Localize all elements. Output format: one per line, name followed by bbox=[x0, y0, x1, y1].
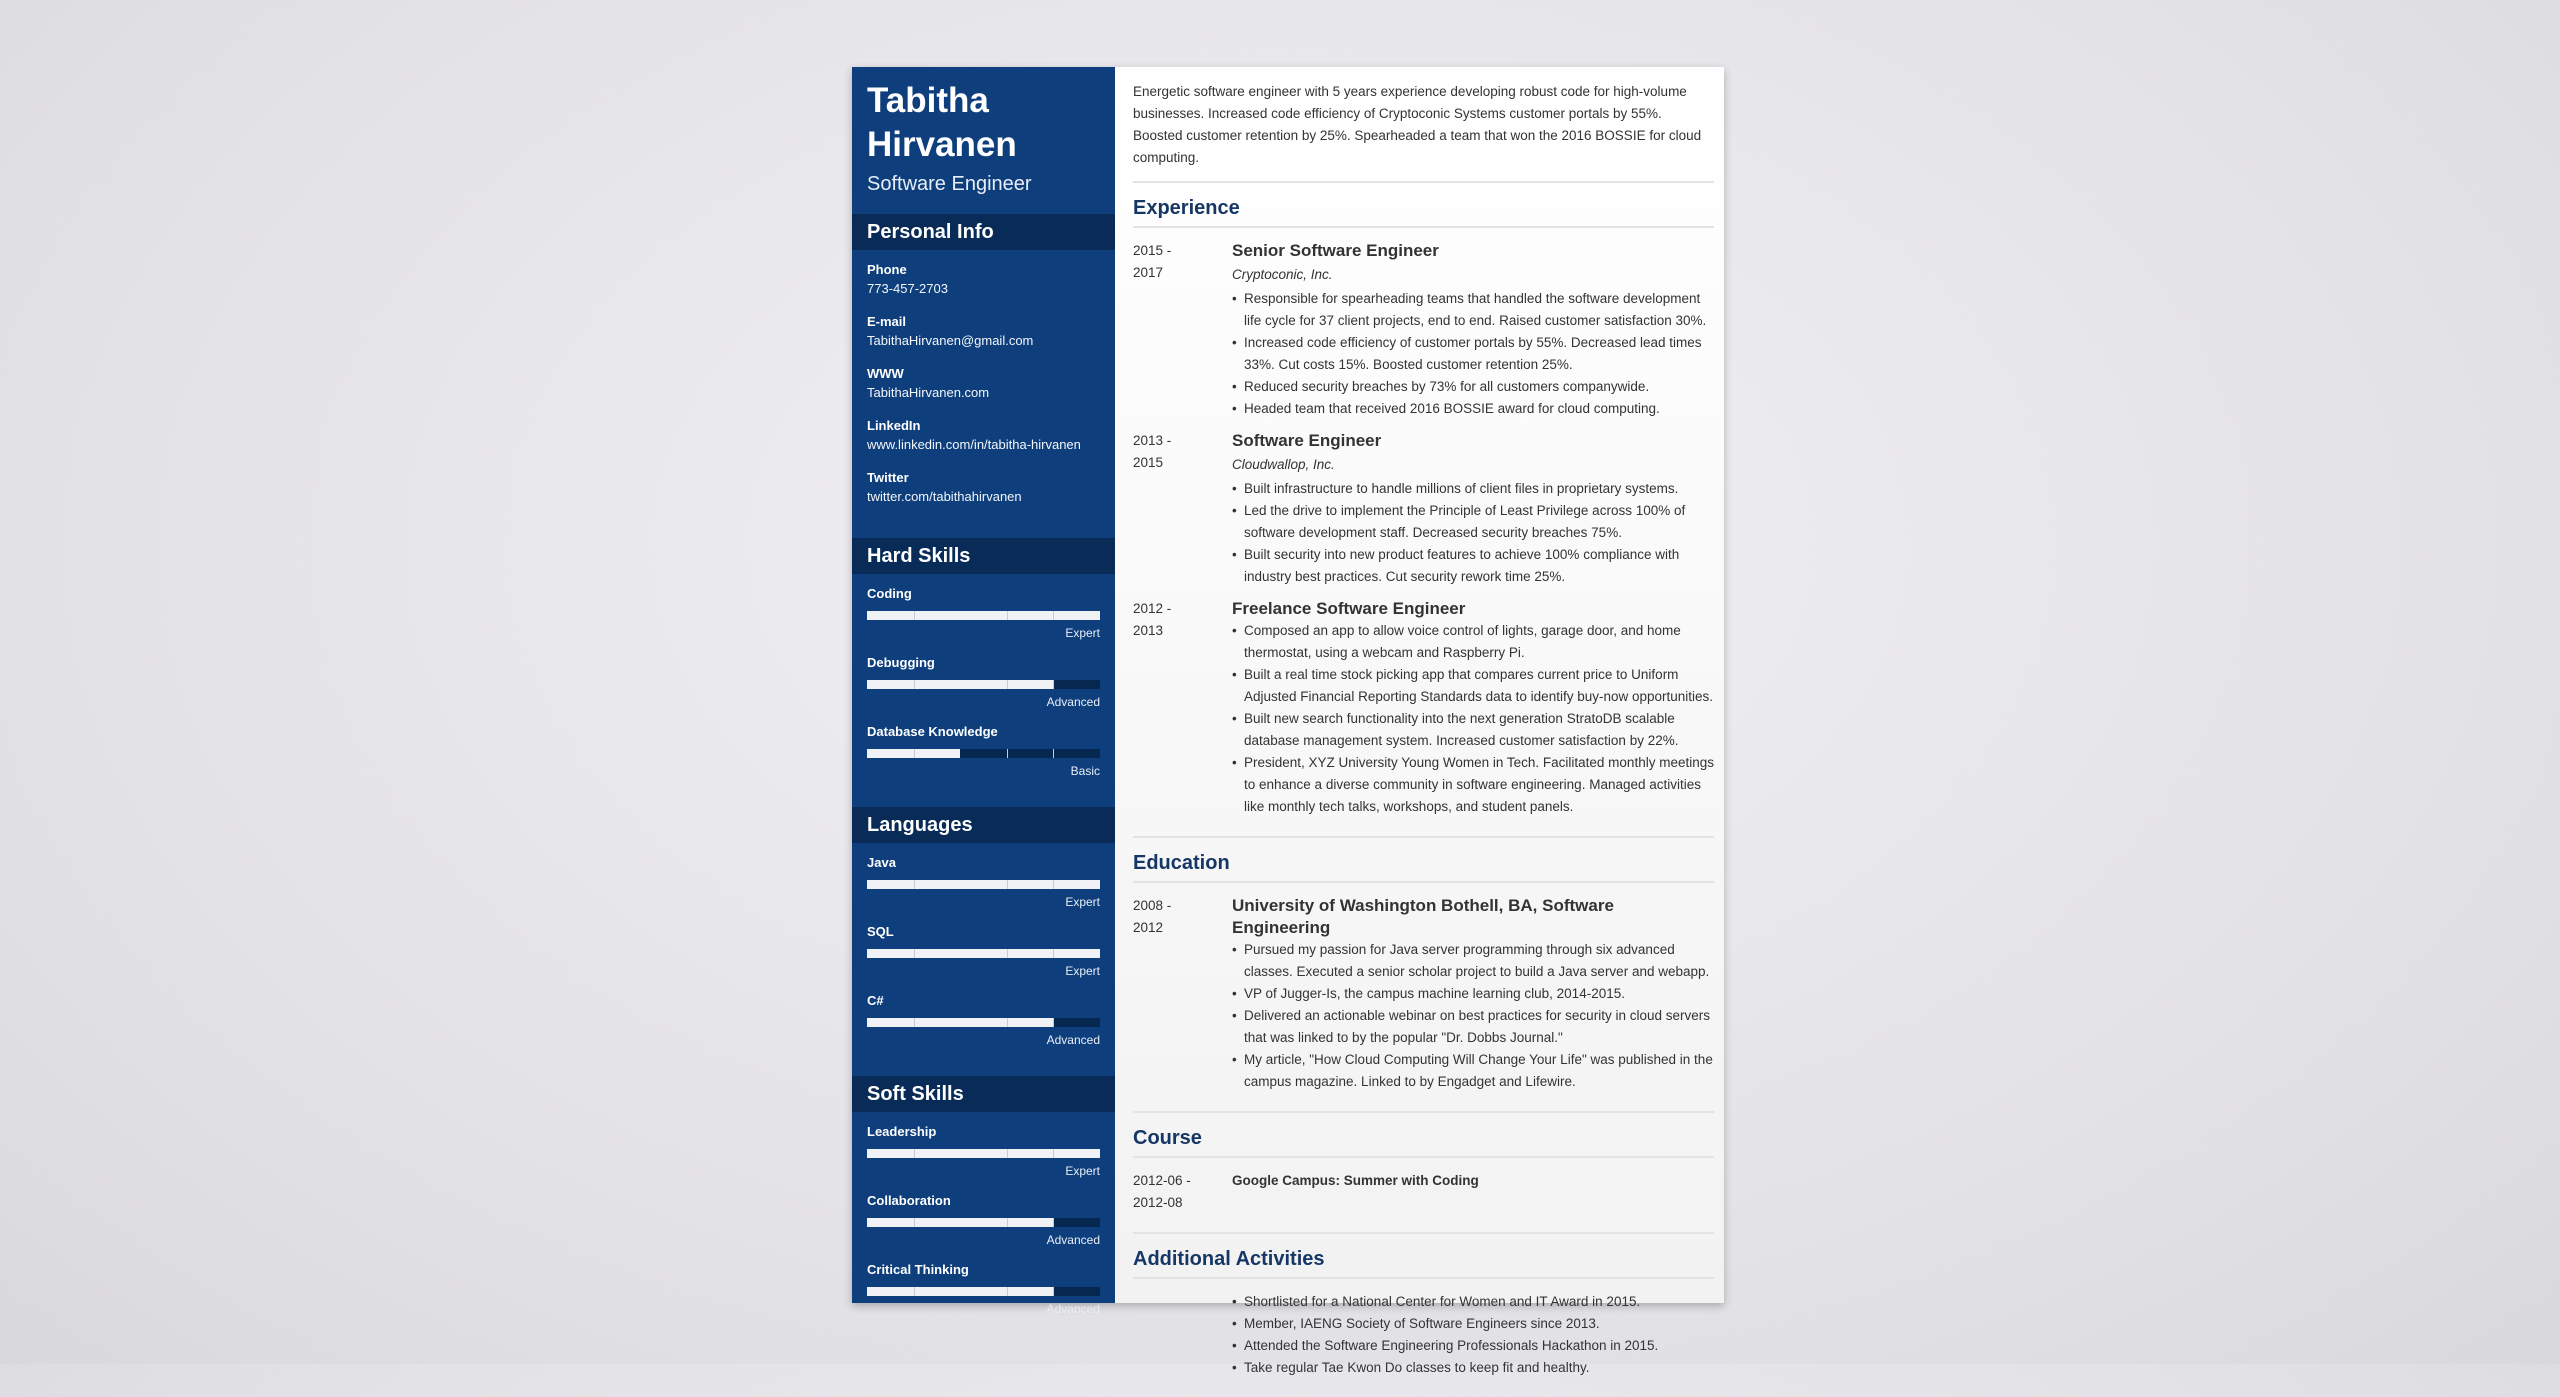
field-value[interactable]: twitter.com/tabithahirvanen bbox=[867, 489, 1022, 504]
bullet-item: • VP of Jugger-Is, the campus machine learning club, 2014-2015. bbox=[1232, 983, 1714, 1005]
skill-item bbox=[867, 993, 1100, 1062]
date-end: 2017 bbox=[1133, 265, 1164, 280]
entry-body bbox=[1232, 598, 1714, 818]
skill-name: Collaboration bbox=[867, 1193, 951, 1208]
skill-bar-divider bbox=[1053, 949, 1054, 958]
section-heading: Education bbox=[1133, 846, 1714, 883]
bullet-item: • Headed team that received 2016 BOSSIE award for cloud computing. bbox=[1232, 398, 1714, 420]
section-course bbox=[1133, 1121, 1714, 1234]
skill-bar-fill bbox=[867, 611, 1100, 620]
entry-company: Cryptoconic, Inc. bbox=[1232, 267, 1333, 282]
job-title: Software Engineer bbox=[867, 173, 1032, 195]
skill-bar-fill bbox=[867, 1287, 1053, 1296]
skill-bar-fill bbox=[867, 880, 1100, 889]
skill-bar-fill bbox=[867, 1218, 1053, 1227]
field-value[interactable]: TabithaHirvanen@gmail.com bbox=[867, 333, 1034, 348]
skill-bar-fill bbox=[867, 1149, 1100, 1158]
skill-item bbox=[867, 586, 1100, 655]
entry-date bbox=[1133, 1170, 1232, 1214]
entry-body bbox=[1232, 430, 1714, 588]
entry-title: Senior Software Engineer bbox=[1232, 241, 1439, 260]
entry-body bbox=[1232, 1170, 1714, 1214]
skill-bar-divider bbox=[914, 680, 915, 689]
date-start: 2012-06 - bbox=[1133, 1173, 1191, 1188]
field-label: Phone bbox=[867, 262, 907, 277]
skill-bar-divider bbox=[1007, 949, 1008, 958]
entry-title: University of Washington Bothell, BA, Software Engineering bbox=[1232, 896, 1614, 937]
skill-bar-fill bbox=[867, 680, 1053, 689]
bullet-item: • Built security into new product features to achieve 100% compliance with industry best practices. Cut security rework time 25%. bbox=[1232, 544, 1714, 588]
section-heading: Experience bbox=[1133, 191, 1714, 228]
bullet-item: • Delivered an actionable webinar on best practices for security in cloud servers that was linked to by the popular "Dr. Dobbs Journal." bbox=[1232, 1005, 1714, 1049]
skill-bar-divider bbox=[914, 880, 915, 889]
skill-bar-divider bbox=[914, 749, 915, 758]
field-label: Twitter bbox=[867, 470, 909, 485]
skill-bar-divider bbox=[1053, 1149, 1054, 1158]
field-value[interactable]: www.linkedin.com/in/tabitha-hirvanen bbox=[867, 437, 1081, 452]
skill-group-heading: Hard Skills bbox=[852, 538, 1115, 574]
bullet-item: • My article, "How Cloud Computing Will Change Your Life" was published in the campus magazine. Linked to by Engadget and Lifewire. bbox=[1232, 1049, 1714, 1093]
personal-info bbox=[852, 250, 1115, 524]
field-label: E-mail bbox=[867, 314, 907, 329]
name-last: Hirvanen bbox=[867, 125, 1017, 164]
resume bbox=[852, 67, 1724, 1375]
skill-bar-divider bbox=[1007, 1218, 1008, 1227]
section-experience bbox=[1133, 191, 1714, 838]
skill-bar-fill bbox=[867, 949, 1100, 958]
entry bbox=[1133, 1170, 1714, 1214]
entry-company: Cloudwallop, Inc. bbox=[1232, 457, 1335, 472]
skill-bar-divider bbox=[914, 1287, 915, 1296]
field-label: WWW bbox=[867, 366, 904, 381]
bullet-item: • Pursued my passion for Java server programming through six advanced classes. Executed a senior scholar project to build a Java server and webapp. bbox=[1232, 939, 1714, 983]
skill-bar-divider bbox=[1007, 1287, 1008, 1296]
skill-bar-divider bbox=[1053, 680, 1054, 689]
entry-body bbox=[1232, 895, 1714, 1093]
skill-bar bbox=[867, 1287, 1100, 1296]
skill-bar-divider bbox=[1007, 1149, 1008, 1158]
skill-level: Advanced bbox=[1046, 1302, 1100, 1316]
skill-level: Advanced bbox=[1046, 1033, 1100, 1047]
skill-bar-divider bbox=[914, 1218, 915, 1227]
bullet-item: • Reduced security breaches by 73% for all customers companywide. bbox=[1232, 376, 1714, 398]
name-first: Tabitha bbox=[867, 81, 989, 120]
skill-group-heading: Languages bbox=[852, 807, 1115, 843]
skill-bar-divider bbox=[1053, 1218, 1054, 1227]
skill-item bbox=[867, 1193, 1100, 1262]
entry bbox=[1133, 430, 1714, 588]
entry bbox=[1133, 598, 1714, 818]
skill-item bbox=[867, 655, 1100, 724]
date-start: 2013 - bbox=[1133, 433, 1172, 448]
bullet-item: • Led the drive to implement the Principle of Least Privilege across 100% of software development staff. Decreased security breaches 75%. bbox=[1232, 500, 1714, 544]
skill-bar bbox=[867, 680, 1100, 689]
skill-list bbox=[852, 843, 1115, 1062]
skill-name: Coding bbox=[867, 586, 912, 601]
bullet-list bbox=[1232, 1291, 1714, 1379]
section-education bbox=[1133, 846, 1714, 1113]
bullet-item: • Built new search functionality into the next generation StratoDB scalable database management system. Increased customer satisfaction by 22%. bbox=[1232, 708, 1714, 752]
bullet-item: • Shortlisted for a National Center for Women and IT Award in 2015. bbox=[1232, 1291, 1714, 1313]
entry-date bbox=[1133, 598, 1232, 818]
main-content bbox=[1115, 67, 1724, 1375]
skill-level: Advanced bbox=[1046, 695, 1100, 709]
date-start: 2008 - bbox=[1133, 898, 1172, 913]
bullet-item: • Built infrastructure to handle millions of client files in proprietary systems. bbox=[1232, 478, 1714, 500]
skill-bar-divider bbox=[1053, 1018, 1054, 1027]
date-end: 2012-08 bbox=[1133, 1195, 1183, 1210]
entry bbox=[1133, 895, 1714, 1093]
skill-bar-divider bbox=[1053, 1287, 1054, 1296]
field-value[interactable]: TabithaHirvanen.com bbox=[867, 385, 990, 400]
skill-bar bbox=[867, 749, 1100, 758]
date-start: 2012 - bbox=[1133, 601, 1172, 616]
skill-bar bbox=[867, 1218, 1100, 1227]
section-heading: Course bbox=[1133, 1121, 1714, 1158]
sections bbox=[1133, 191, 1714, 1397]
skill-group-heading: Soft Skills bbox=[852, 1076, 1115, 1112]
skill-bar-divider bbox=[1007, 680, 1008, 689]
entry-date bbox=[1133, 1291, 1232, 1379]
skill-item bbox=[867, 924, 1100, 993]
skill-bar bbox=[867, 1018, 1100, 1027]
skill-bar-divider bbox=[914, 1018, 915, 1027]
bullet-list bbox=[1232, 478, 1714, 588]
bullet-item: • Take regular Tae Kwon Do classes to keep fit and healthy. bbox=[1232, 1357, 1714, 1379]
skill-bar-fill bbox=[867, 1018, 1053, 1027]
bullet-list bbox=[1232, 939, 1714, 1093]
entry-title: Google Campus: Summer with Coding bbox=[1232, 1173, 1479, 1188]
skill-item bbox=[867, 855, 1100, 924]
bullet-item: • Built a real time stock picking app that compares current price to Uniform Adjusted Financial Reporting Standards data to identify buy-now opportunities. bbox=[1232, 664, 1714, 708]
date-end: 2015 bbox=[1133, 455, 1164, 470]
summary: Energetic software engineer with 5 years experience developing robust code for high-volume businesses. Increased code efficiency of Cryptoconic Systems customer portals by 55%. Boosted customer retention by 25%. Spearheaded a team that won the 2016 BOSSIE for cloud computing. bbox=[1133, 81, 1714, 183]
entry-body bbox=[1232, 240, 1714, 420]
skill-bar-divider bbox=[1007, 880, 1008, 889]
field-label: LinkedIn bbox=[867, 418, 921, 433]
skill-level: Expert bbox=[1065, 895, 1100, 909]
entry-title: Freelance Software Engineer bbox=[1232, 599, 1466, 618]
bullet-item: • Member, IAENG Society of Software Engineers since 2013. bbox=[1232, 1313, 1714, 1335]
personal-info-heading: Personal Info bbox=[852, 214, 1115, 250]
skill-bar-divider bbox=[914, 1149, 915, 1158]
skill-groups bbox=[852, 538, 1115, 1331]
bullet-item: • Increased code efficiency of customer portals by 55%. Decreased lead times 33%. Cut costs 15%. Boosted customer retention 25%. bbox=[1232, 332, 1714, 376]
skill-name: Debugging bbox=[867, 655, 935, 670]
skill-level: Expert bbox=[1065, 1164, 1100, 1178]
entry-title: Software Engineer bbox=[1232, 431, 1382, 450]
skill-name: C# bbox=[867, 993, 884, 1008]
skill-bar-divider bbox=[1007, 1018, 1008, 1027]
bullet-list bbox=[1232, 288, 1714, 420]
skill-bar bbox=[867, 949, 1100, 958]
date-end: 2013 bbox=[1133, 623, 1164, 638]
skill-bar-divider bbox=[1053, 611, 1054, 620]
field-value: 773-457-2703 bbox=[867, 281, 948, 296]
bullet-item: • Composed an app to allow voice control of lights, garage door, and home thermostat, using a webcam and Raspberry Pi. bbox=[1232, 620, 1714, 664]
skill-level: Expert bbox=[1065, 964, 1100, 978]
skill-name: Leadership bbox=[867, 1124, 937, 1139]
skill-bar-divider bbox=[1053, 880, 1054, 889]
skill-item bbox=[867, 724, 1100, 793]
skill-bar-divider bbox=[1053, 749, 1054, 758]
skill-bar-divider bbox=[914, 949, 915, 958]
skill-list bbox=[852, 574, 1115, 793]
bullet-list bbox=[1232, 620, 1714, 818]
entry bbox=[1133, 1291, 1714, 1379]
skill-level: Expert bbox=[1065, 626, 1100, 640]
skill-name: Database Knowledge bbox=[867, 724, 998, 739]
skill-bar bbox=[867, 611, 1100, 620]
bullet-item: • President, XYZ University Young Women in Tech. Facilitated monthly meetings to enhance a diverse community in software engineering. Managed activities like monthly tech talks, workshops, and student panels. bbox=[1232, 752, 1714, 818]
skill-name: SQL bbox=[867, 924, 894, 939]
date-end: 2012 bbox=[1133, 920, 1164, 935]
skill-bar bbox=[867, 1149, 1100, 1158]
skill-name: Java bbox=[867, 855, 896, 870]
bullet-item: • Responsible for spearheading teams that handled the software development life cycle for 37 client projects, end to end. Raised customer satisfaction 30%. bbox=[1232, 288, 1714, 332]
section-heading: Additional Activities bbox=[1133, 1242, 1714, 1279]
skill-item bbox=[867, 1124, 1100, 1193]
skill-bar-divider bbox=[1007, 611, 1008, 620]
skill-bar bbox=[867, 880, 1100, 889]
date-start: 2015 - bbox=[1133, 243, 1172, 258]
entry bbox=[1133, 240, 1714, 420]
entry-date bbox=[1133, 240, 1232, 420]
skill-name: Critical Thinking bbox=[867, 1262, 969, 1277]
skill-level: Basic bbox=[1070, 764, 1100, 778]
skill-level: Advanced bbox=[1046, 1233, 1100, 1247]
entry-date bbox=[1133, 895, 1232, 1093]
bullet-item: • Attended the Software Engineering Professionals Hackathon in 2015. bbox=[1232, 1335, 1714, 1357]
skill-bar-divider bbox=[1007, 749, 1008, 758]
entry-date bbox=[1133, 430, 1232, 588]
skill-item bbox=[867, 1262, 1100, 1331]
entry-body bbox=[1232, 1291, 1714, 1379]
section-additional-activities bbox=[1133, 1242, 1714, 1397]
skill-list bbox=[852, 1112, 1115, 1331]
skill-bar-divider bbox=[914, 611, 915, 620]
sidebar bbox=[852, 67, 1115, 1316]
